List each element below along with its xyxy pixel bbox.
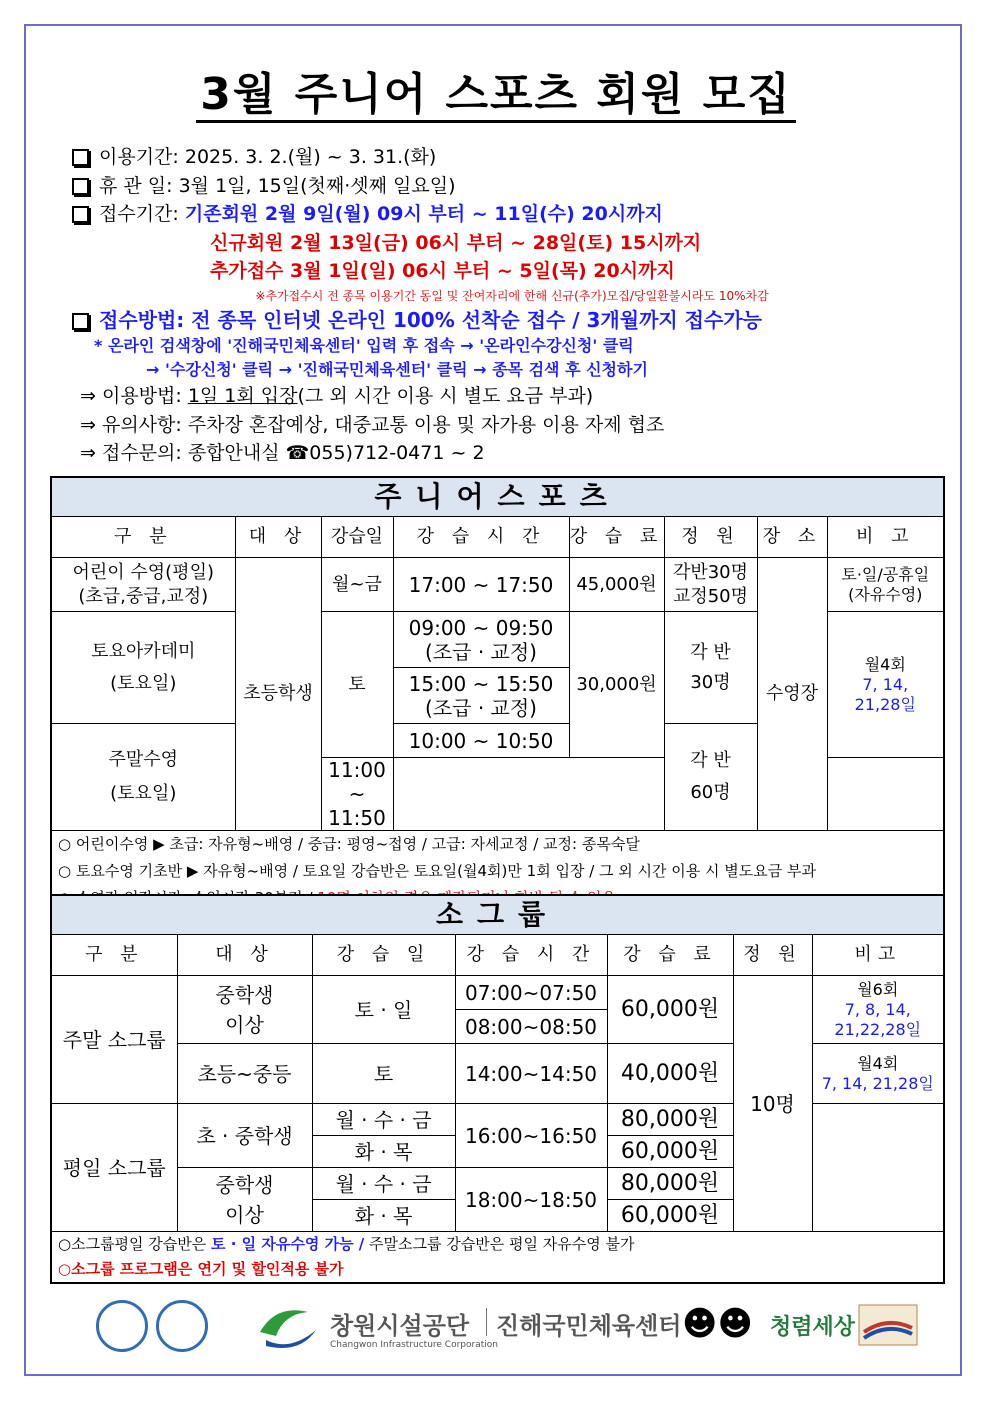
weekday-time-2: 18:00~18:50 bbox=[455, 1168, 607, 1232]
checkbox-icon bbox=[72, 178, 89, 195]
sat-fee: 30,000원 bbox=[569, 612, 664, 758]
junior-header: 주니어스포츠 bbox=[51, 477, 944, 517]
weekend-capacity: 각 반 60명 bbox=[664, 724, 757, 831]
weekend-target-2: 초등~중등 bbox=[177, 1044, 312, 1104]
weekday-fee-2: 60,000원 bbox=[607, 1136, 733, 1168]
small-capacity: 10명 bbox=[733, 976, 812, 1232]
info-method: 접수방법: 전 종목 인터넷 온라인 100% 선착순 접수 / 3개월까지 접수가능 bbox=[72, 306, 952, 335]
weekday-days-2: 화 · 목 bbox=[312, 1136, 455, 1168]
kids-swim-name: 어린이 수영(평일) (초급,중급,교정) bbox=[51, 558, 235, 612]
checkbox-icon bbox=[72, 206, 89, 223]
sat-days: 토 bbox=[321, 612, 393, 758]
weekday-target-2: 중학생 이상 bbox=[177, 1168, 312, 1232]
weekday-time-1: 16:00~16:50 bbox=[455, 1104, 607, 1168]
mascot-icon: ☻☻ bbox=[682, 1304, 753, 1344]
col-category: 구 분 bbox=[51, 935, 177, 976]
col-time: 강 습 시 간 bbox=[393, 517, 569, 558]
info-reg-note: ※추가접수시 전 종목 이용기간 동일 및 잔여자리에 한해 신규(추가)모집/당일환불시라도 10%차감 bbox=[255, 288, 769, 303]
weekend-note-1: 월6회 7, 8, 14, 21,22,28일 bbox=[812, 976, 944, 1044]
weekday-days-3: 월 · 수 · 금 bbox=[312, 1168, 455, 1200]
sat-academy-name: 토요아카데미 (토요일) bbox=[51, 612, 235, 724]
info-inquiry: ⇒ 접수문의: 종합안내실 ☎055)712-0471 ~ 2 bbox=[80, 442, 485, 464]
small-group-footnotes: ○소그룹평일 강습반은 토 · 일 자유수영 가능 / 주말소그룹 강습반은 평일 자유수영 불가 ○소그룹 프로그램은 연기 및 할인적용 불가 bbox=[51, 1232, 944, 1284]
small-group-table bbox=[50, 894, 945, 1284]
small-group-header: 소그룹 bbox=[51, 895, 944, 935]
col-note: 비 고 bbox=[827, 517, 944, 558]
col-days: 강 습 일 bbox=[312, 935, 455, 976]
sat-capacity: 각 반 30명 bbox=[664, 612, 757, 724]
junior-footnotes: ○ 어린이수영 ▶ 초급: 자유형~배영 / 중급: 평영~접영 / 고급: 자세교정 / 교정: 종목숙달 ○ 토요수영 기초반 ▶ 자유형~배영 / 토요일 강습반은 토요일(월4회)만 1회 입장 / 그 외 시간 이용 시 별도요금 부과 bbox=[51, 831, 944, 914]
sat-time-2: 15:00 ~ 15:50 (조급 · 교정) bbox=[393, 668, 569, 724]
place-cell: 수영장 bbox=[757, 558, 827, 831]
col-category: 구 분 bbox=[51, 517, 235, 558]
sat-time-1: 09:00 ~ 09:50 (조급 · 교정) bbox=[393, 612, 569, 668]
kids-time: 17:00 ~ 17:50 bbox=[393, 558, 569, 612]
checkbox-icon bbox=[72, 149, 89, 166]
weekday-fee-1: 80,000원 bbox=[607, 1104, 733, 1136]
info-caution: ⇒ 유의사항: 주차장 혼잡예상, 대중교통 이용 및 자가용 이용 자제 협조 bbox=[80, 413, 665, 436]
col-capacity: 정 원 bbox=[733, 935, 812, 976]
weekend-group-name: 주말 소그룹 bbox=[51, 976, 177, 1104]
info-closed: 휴 관 일: 3월 1일, 15일(첫째·셋째 일요일) bbox=[72, 172, 952, 201]
sat-note: 월4회 7, 14, 21,28일 bbox=[827, 612, 944, 758]
kids-capacity: 각반30명 교정50명 bbox=[664, 558, 757, 612]
weekday-days-1: 월 · 수 · 금 bbox=[312, 1104, 455, 1136]
weekday-group-name: 평일 소그룹 bbox=[51, 1104, 177, 1232]
weekend-days-1: 토 · 일 bbox=[312, 976, 455, 1044]
page-title: 3월 주니어 스포츠 회원 모집 bbox=[0, 58, 992, 122]
weekend-time-2: 11:00 ~ 11:50 bbox=[321, 758, 393, 831]
info-method-sub2: → '수강신청' 클릭 → '진해국민체육센터' 클릭 → 종목 검색 후 신청하기 bbox=[146, 360, 648, 379]
slogan-logo: 청렴세상 bbox=[770, 1315, 856, 1340]
weekday-days-4: 화 · 목 bbox=[312, 1200, 455, 1232]
footer-logos bbox=[0, 1300, 992, 1360]
weekend-time-1: 07:00~07:50 bbox=[455, 976, 607, 1010]
weekend-swim-name: 주말수영 (토요일) bbox=[51, 724, 235, 831]
org-logo-icon bbox=[256, 1302, 320, 1354]
checkbox-icon bbox=[72, 313, 89, 330]
info-method-sub1: * 온라인 검색창에 '진해국민체육센터' 입력 후 접속 → '온라인수강신청' 클릭 bbox=[94, 336, 634, 355]
info-registration: 접수기간: 기존회원 2월 9일(월) 09시 부터 ~ 11일(수) 20시까지 bbox=[72, 200, 952, 229]
col-note: 비고 bbox=[812, 935, 944, 976]
weekend-target-1: 중학생 이상 bbox=[177, 976, 312, 1044]
weekend-time-2: 08:00~08:50 bbox=[455, 1010, 607, 1044]
col-target: 대 상 bbox=[177, 935, 312, 976]
info-use: ⇒ 이용방법: 1일 1회 입장(그 외 시간 이용 시 별도 요금 부과) bbox=[80, 385, 594, 407]
weekday-note bbox=[812, 1104, 944, 1232]
col-time: 강 습 시 간 bbox=[455, 935, 607, 976]
logo-divider bbox=[486, 1308, 487, 1336]
consumer-logo-icon bbox=[96, 1300, 148, 1352]
info-reg-new: 신규회원 2월 13일(금) 06시 부터 ~ 28일(토) 15시까지 bbox=[210, 231, 702, 254]
weekend-days-2: 토 bbox=[312, 1044, 455, 1104]
certification-logo-icon bbox=[156, 1300, 208, 1352]
col-target: 대 상 bbox=[235, 517, 321, 558]
kids-fee: 45,000원 bbox=[569, 558, 664, 612]
weekday-fee-3: 80,000원 bbox=[607, 1168, 733, 1200]
col-fee: 강 습 료 bbox=[607, 935, 733, 976]
org-name: 창원시설공단 bbox=[330, 1312, 470, 1340]
weekend-time-1: 10:00 ~ 10:50 bbox=[393, 724, 569, 758]
org-english-name: Changwon Infrastructure Corporation bbox=[330, 1340, 498, 1350]
info-period: 이용기간: 2025. 3. 2.(월) ~ 3. 31.(화) bbox=[72, 143, 952, 172]
center-name: 진해국민체육센터 bbox=[496, 1312, 682, 1340]
weekend-fee-2: 40,000원 bbox=[607, 1044, 733, 1104]
weekend-time-3: 14:00~14:50 bbox=[455, 1044, 607, 1104]
col-fee: 강 습 료 bbox=[569, 517, 664, 558]
kids-days: 월~금 bbox=[321, 558, 393, 612]
weekend-fee-1: 60,000원 bbox=[607, 976, 733, 1044]
col-place: 장 소 bbox=[757, 517, 827, 558]
kids-note: 토·일/공휴일 (자유수영) bbox=[827, 558, 944, 612]
junior-sports-table bbox=[50, 476, 945, 914]
info-section bbox=[72, 143, 952, 468]
weekend-note-2: 월4회 7, 14, 21,28일 bbox=[812, 1044, 944, 1104]
info-reg-extra: 추가접수 3월 1일(일) 06시 부터 ~ 5일(목) 20시까지 bbox=[210, 260, 675, 282]
col-days: 강습일 bbox=[321, 517, 393, 558]
col-capacity: 정 원 bbox=[664, 517, 757, 558]
weekday-fee-4: 60,000원 bbox=[607, 1200, 733, 1232]
weekday-target-1: 초 · 중학생 bbox=[177, 1104, 312, 1168]
target-cell: 초등학생 bbox=[235, 558, 321, 831]
emblem-icon bbox=[858, 1304, 918, 1346]
